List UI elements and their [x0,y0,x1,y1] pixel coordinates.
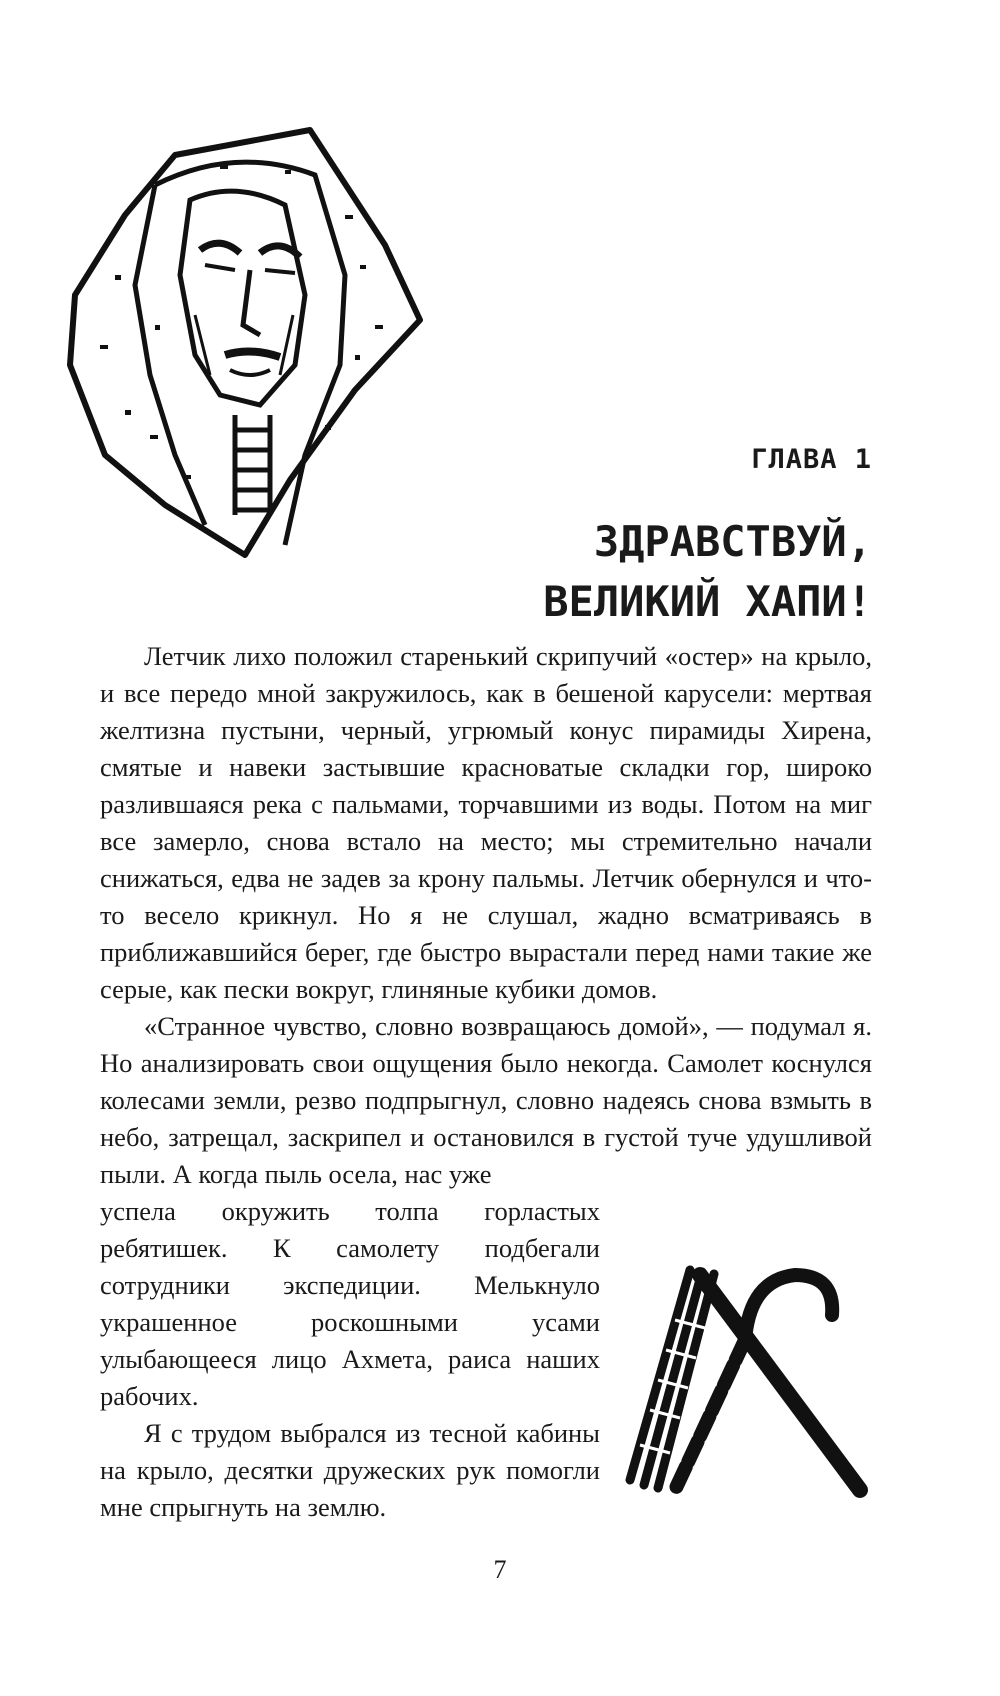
chapter-label: ГЛАВА 1 [751,444,872,475]
chapter-title-line-2: ВЕЛИКИЙ ХАПИ! [543,577,872,626]
crook-and-flail-illustration [620,1260,870,1500]
paragraph-2-continued: успела окружить толпа горластых ребятишек. К самолету подбегали сотрудники экспедиции. Мелькнуло украшенное роскошными усами улыбающееся лицо Ахмета, раиса наших рабочих. [100,1196,600,1411]
paragraph-3: Я с трудом выбрался из тесной кабины на крыло, десятки дружеских рук помогли мне спрыгнуть на землю. [100,1418,600,1522]
chapter-title-line-1: ЗДРАВСТВУЙ, [593,517,872,566]
paragraph-1: Летчик лихо положил старенький скрипучий «остер» на крыло, и все передо мной закружилось, как в бешеной карусели: мертвая желтизна пустыни, черный, угрюмый конус пирамиды Хирена, смятые и навеки застывшие красноватые складки гор, широко разлившаяся река с пальмами, торчавшими из воды. Потом на миг все замерло, снова встало на место; мы стремительно начали снижаться, едва не задев за крону пальмы. Летчик обернулся и что-то весело крикнул. Но я не слушал, жадно всматриваясь в приближавшийся берег, где быстро вырастали перед нами такие же серые, как пески вокруг, глиняные кубики домов. [100,641,872,1004]
paragraph-2: «Странное чувство, словно возвращаюсь домой», — подумал я. Но анализировать свои ощущения было некогда. Самолет коснулся колесами земли, резво подпрыгнул, словно надеясь снова взмыть в небо, затрещал, заскрипел и остановился в густой туче удушливой пыли. А когда пыль осела, нас уже [100,1011,872,1189]
page-number: 7 [493,1555,507,1584]
pharaoh-head-illustration [55,125,455,565]
chapter-title [543,512,872,632]
